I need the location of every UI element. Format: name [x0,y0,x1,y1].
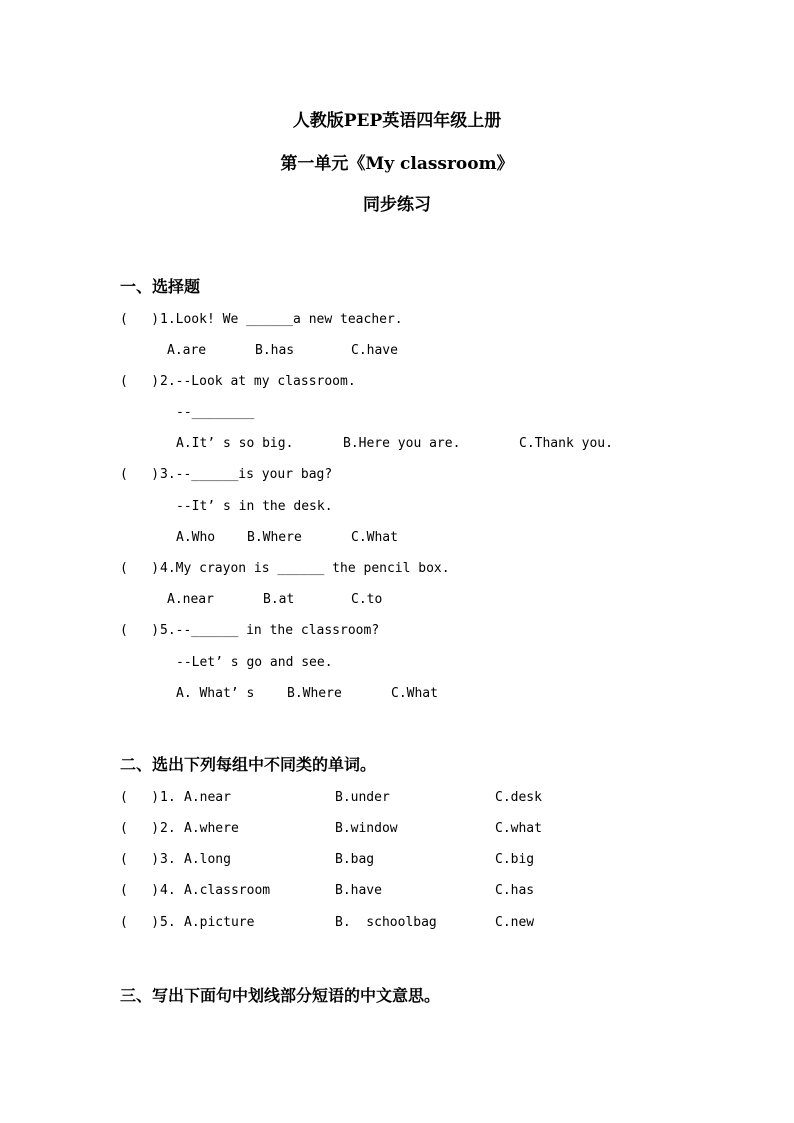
word-c: C.has [495,883,535,898]
option-a: A.near [167,592,214,607]
answer-blank: ( ) [120,915,160,930]
word-a: A.picture [184,915,255,930]
answer-blank: ( ) [120,623,160,638]
row-number: 2. [160,821,176,836]
section-heading-choice: 一、选择题 [120,277,201,296]
answer-blank: ( ) [120,374,160,389]
subtitle: 同步练习 [363,195,431,215]
question-stem: 3.--______is your bag? [160,467,333,482]
unit-title: 第一单元《My classroom》 [280,154,514,174]
option-a: A.Who [176,530,216,545]
row-number: 3. [160,852,176,867]
word-c: C.big [495,852,535,867]
answer-blank: ( ) [120,467,160,482]
option-c: C.Thank you. [519,436,613,451]
option-b: B.Where [287,686,342,701]
word-b: B. schoolbag [335,915,437,930]
option-a: A. What’ s [176,686,255,701]
word-b: B.have [335,883,382,898]
word-c: C.desk [495,790,542,805]
answer-blank: ( ) [120,852,160,867]
row-number: 5. [160,915,176,930]
option-b: B.Where [247,530,302,545]
option-b: B.at [263,592,295,607]
word-b: B.bag [335,852,375,867]
word-a: A.long [184,852,231,867]
option-b: B.Here you are. [343,436,461,451]
question-reply: --Let’ s go and see. [176,655,333,670]
word-b: B.under [335,790,390,805]
answer-blank: ( ) [120,790,160,805]
answer-blank: ( ) [120,312,160,327]
row-number: 4. [160,883,176,898]
word-a: A.where [184,821,239,836]
option-a: A.are [167,343,207,358]
question-stem: 2.--Look at my classroom. [160,374,356,389]
word-c: C.what [495,821,542,836]
question-reply: --________ [176,405,255,420]
question-stem: 1.Look! We ______a new teacher. [160,312,403,327]
option-c: C.What [391,686,438,701]
row-number: 1. [160,790,176,805]
option-a: A.It’ s so big. [176,436,294,451]
answer-blank: ( ) [120,561,160,576]
word-a: A.classroom [184,883,271,898]
answer-blank: ( ) [120,821,160,836]
option-c: C.to [351,592,383,607]
question-stem: 5.--______ in the classroom? [160,623,380,638]
section-heading-odd-one-out: 二、选出下列每组中不同类的单词。 [120,755,377,774]
word-b: B.window [335,821,398,836]
word-a: A.near [184,790,231,805]
option-c: C.What [351,530,398,545]
option-c: C.have [351,343,398,358]
option-b: B.has [255,343,295,358]
question-reply: --It’ s in the desk. [176,499,333,514]
page-title: 人教版PEP英语四年级上册 [292,111,502,131]
section-heading-translation: 三、写出下面句中划线部分短语的中文意思。 [120,986,441,1005]
word-c: C.new [495,915,535,930]
question-stem: 4.My crayon is ______ the pencil box. [160,561,450,576]
answer-blank: ( ) [120,883,160,898]
